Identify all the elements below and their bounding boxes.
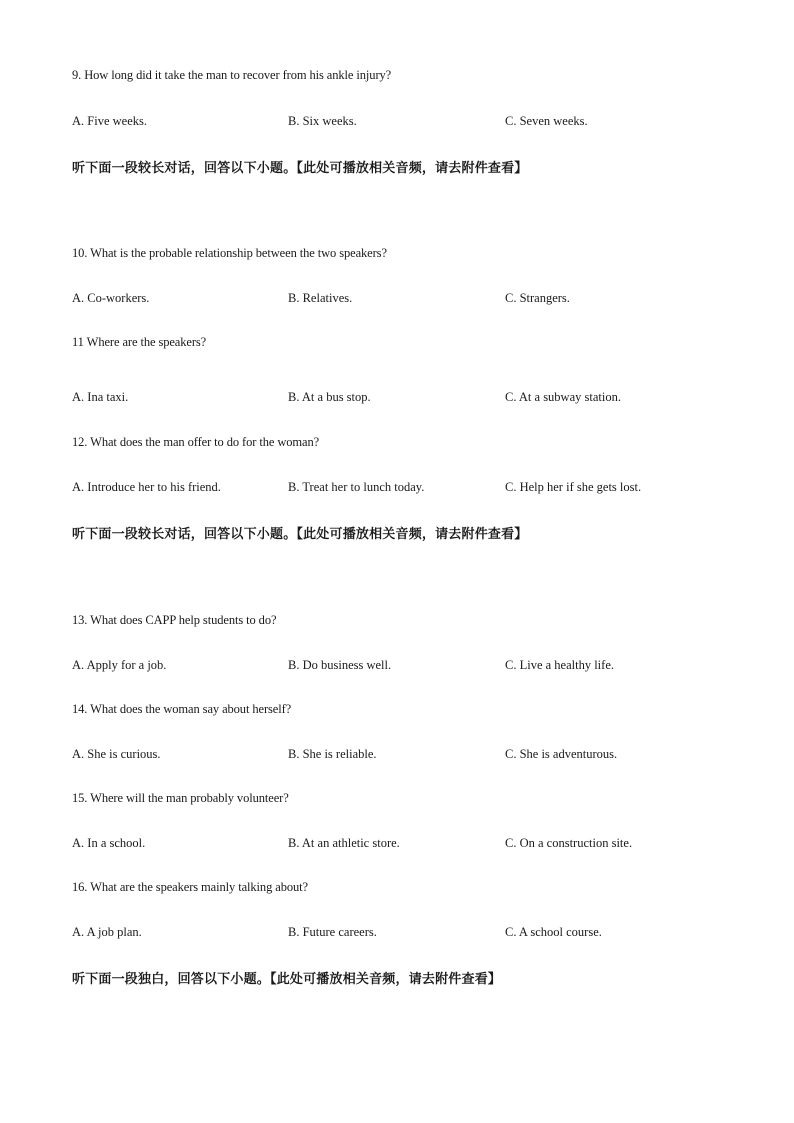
option-b: B. At an athletic store. <box>288 836 400 850</box>
option-b: B. Do business well. <box>288 658 392 672</box>
option-a: A. Co-workers. <box>72 291 150 305</box>
question-15: 15. Where will the man probably volunteer? <box>72 791 289 805</box>
option-b: B. Future careers. <box>288 925 377 939</box>
question-9: 9. How long did it take the man to recover from his ankle injury? <box>72 68 392 82</box>
option-a: A. Five weeks. <box>72 114 147 128</box>
option-a: A. Introduce her to his friend. <box>72 480 221 494</box>
audio-notice-1: 听下面一段较长对话，回答以下小题。【此处可播放相关音频，请去附件查看】 <box>72 161 528 176</box>
option-b: B. She is reliable. <box>288 747 377 761</box>
option-c: C. A school course. <box>505 925 602 939</box>
option-c: C. Seven weeks. <box>505 114 588 128</box>
option-c: C. At a subway station. <box>505 390 621 404</box>
audio-notice-3: 听下面一段独白，回答以下小题。【此处可播放相关音频，请去附件查看】 <box>72 972 502 987</box>
option-c: C. She is adventurous. <box>505 747 618 761</box>
option-c: C. Help her if she gets lost. <box>505 480 642 494</box>
question-15-options <box>72 836 732 854</box>
question-13: 13. What does CAPP help students to do? <box>72 613 277 627</box>
question-14-options <box>72 747 732 765</box>
option-c: C. Live a healthy life. <box>505 658 614 672</box>
question-10-options <box>72 291 732 309</box>
option-b: B. Treat her to lunch today. <box>288 480 425 494</box>
option-b: B. At a bus stop. <box>288 390 371 404</box>
option-a: A. A job plan. <box>72 925 142 939</box>
option-a: A. She is curious. <box>72 747 161 761</box>
option-b: B. Six weeks. <box>288 114 357 128</box>
option-a: A. Apply for a job. <box>72 658 167 672</box>
option-c: C. Strangers. <box>505 291 570 305</box>
question-12: 12. What does the man offer to do for the woman? <box>72 435 320 449</box>
option-a: A. In a school. <box>72 836 146 850</box>
question-11: 11 Where are the speakers? <box>72 335 207 349</box>
question-10: 10. What is the probable relationship between the two speakers? <box>72 246 387 260</box>
audio-notice-2: 听下面一段较长对话，回答以下小题。【此处可播放相关音频，请去附件查看】 <box>72 527 528 542</box>
question-14: 14. What does the woman say about herself? <box>72 702 292 716</box>
question-16: 16. What are the speakers mainly talking about? <box>72 880 308 894</box>
question-13-options <box>72 658 732 676</box>
question-16-options <box>72 925 732 943</box>
question-12-options <box>72 480 732 498</box>
question-11-options <box>72 390 732 408</box>
option-a: A. Ina taxi. <box>72 390 129 404</box>
option-b: B. Relatives. <box>288 291 353 305</box>
option-c: C. On a construction site. <box>505 836 633 850</box>
question-9-options <box>72 114 732 132</box>
